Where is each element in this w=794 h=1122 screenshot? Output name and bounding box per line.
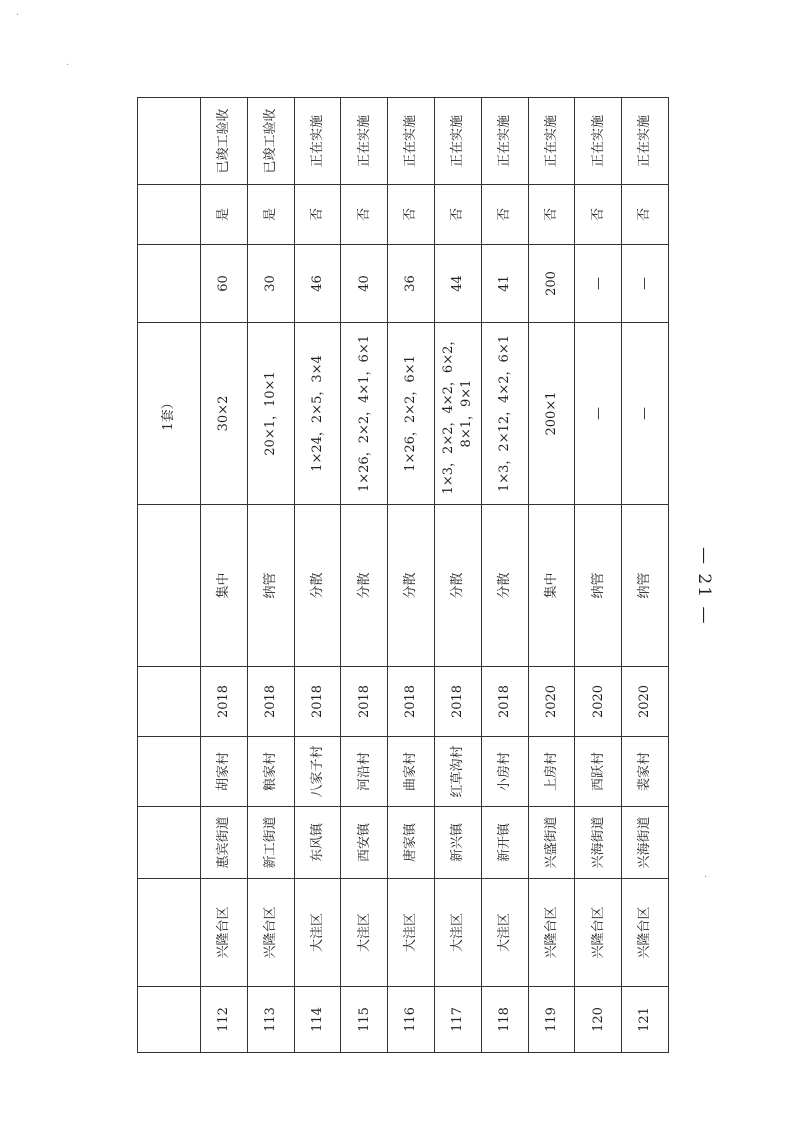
cell-blank bbox=[138, 807, 201, 879]
cell-blank bbox=[138, 505, 201, 667]
cell-blank bbox=[138, 879, 201, 987]
cell-status: 正在实施 bbox=[341, 98, 388, 185]
cell-mode: 分散 bbox=[388, 505, 435, 667]
cell-status: 正在实施 bbox=[575, 98, 622, 185]
cell-spec: 200×1 bbox=[528, 323, 575, 505]
cell-done: 否 bbox=[528, 185, 575, 245]
table-row bbox=[294, 98, 341, 1053]
cell-status: 正在实施 bbox=[622, 98, 669, 185]
cell-scale: 46 bbox=[294, 245, 341, 323]
continuation-text: 1套） bbox=[138, 323, 201, 505]
cell-town: 兴海街道 bbox=[622, 807, 669, 879]
cell-village: 胡家村 bbox=[201, 737, 248, 807]
cell-blank bbox=[138, 987, 201, 1053]
table-row bbox=[388, 98, 435, 1053]
cell-spec: 20×1，10×1 bbox=[247, 323, 294, 505]
cell-status: 正在实施 bbox=[528, 98, 575, 185]
cell-district: 大洼区 bbox=[388, 879, 435, 987]
cell-no: 116 bbox=[388, 987, 435, 1053]
cell-mode: 分散 bbox=[434, 505, 481, 667]
cell-district: 兴隆台区 bbox=[622, 879, 669, 987]
cell-no: 113 bbox=[247, 987, 294, 1053]
cell-done: 是 bbox=[201, 185, 248, 245]
scan-speck: · bbox=[66, 60, 70, 71]
cell-town: 新工街道 bbox=[247, 807, 294, 879]
cell-district: 兴隆台区 bbox=[528, 879, 575, 987]
cell-scale: 40 bbox=[341, 245, 388, 323]
cell-mode: 分散 bbox=[481, 505, 528, 667]
cell-scale: 44 bbox=[434, 245, 481, 323]
cell-done: 否 bbox=[294, 185, 341, 245]
cell-scale: 200 bbox=[528, 245, 575, 323]
cell-town: 兴盛街道 bbox=[528, 807, 575, 879]
cell-town: 惠宾街道 bbox=[201, 807, 248, 879]
cell-status: 正在实施 bbox=[294, 98, 341, 185]
cell-no: 119 bbox=[528, 987, 575, 1053]
cell-no: 120 bbox=[575, 987, 622, 1053]
cell-mode: 集中 bbox=[201, 505, 248, 667]
cell-district: 大洼区 bbox=[341, 879, 388, 987]
cell-year: 2020 bbox=[622, 667, 669, 737]
cell-village: 红草沟村 bbox=[434, 737, 481, 807]
table-row bbox=[341, 98, 388, 1053]
cell-town: 兴海街道 bbox=[575, 807, 622, 879]
cell-year: 2018 bbox=[388, 667, 435, 737]
cell-done: 否 bbox=[481, 185, 528, 245]
cell-spec: 30×2 bbox=[201, 323, 248, 505]
cell-spec: 1×26，2×2，6×1 bbox=[388, 323, 435, 505]
cell-scale: 30 bbox=[247, 245, 294, 323]
cell-status: 已竣工验收 bbox=[201, 98, 248, 185]
data-table bbox=[137, 97, 669, 1053]
cell-mode: 集中 bbox=[528, 505, 575, 667]
cell-village: 河沿村 bbox=[341, 737, 388, 807]
cell-town: 唐家镇 bbox=[388, 807, 435, 879]
cell-no: 117 bbox=[434, 987, 481, 1053]
cell-spec: — bbox=[575, 323, 622, 505]
cell-town: 新兴镇 bbox=[434, 807, 481, 879]
cell-village: 粮家村 bbox=[247, 737, 294, 807]
cell-village: 上房村 bbox=[528, 737, 575, 807]
table-row bbox=[247, 98, 294, 1053]
cell-town: 新开镇 bbox=[481, 807, 528, 879]
cell-district: 大洼区 bbox=[481, 879, 528, 987]
cell-district: 兴隆台区 bbox=[575, 879, 622, 987]
cell-village: 小房村 bbox=[481, 737, 528, 807]
cell-mode: 分散 bbox=[341, 505, 388, 667]
cell-done: 否 bbox=[575, 185, 622, 245]
cell-year: 2018 bbox=[481, 667, 528, 737]
cell-village: 八家子村 bbox=[294, 737, 341, 807]
cell-status: 正在实施 bbox=[481, 98, 528, 185]
cell-district: 大洼区 bbox=[434, 879, 481, 987]
cell-mode: 分散 bbox=[294, 505, 341, 667]
rotated-table-wrapper bbox=[137, 98, 657, 1053]
cell-status: 正在实施 bbox=[434, 98, 481, 185]
cell-no: 118 bbox=[481, 987, 528, 1053]
cell-year: 2018 bbox=[341, 667, 388, 737]
cell-done: 否 bbox=[388, 185, 435, 245]
cell-district: 兴隆台区 bbox=[247, 879, 294, 987]
cell-status: 正在实施 bbox=[388, 98, 435, 185]
cell-year: 2018 bbox=[434, 667, 481, 737]
cell-blank bbox=[138, 737, 201, 807]
cell-done: 否 bbox=[341, 185, 388, 245]
cell-year: 2018 bbox=[247, 667, 294, 737]
cell-year: 2018 bbox=[294, 667, 341, 737]
cell-blank bbox=[138, 667, 201, 737]
cell-village: 西跃村 bbox=[575, 737, 622, 807]
table-row bbox=[575, 98, 622, 1053]
cell-done: 否 bbox=[434, 185, 481, 245]
cell-done: 否 bbox=[622, 185, 669, 245]
cell-spec: 1×24，2×5，3×4 bbox=[294, 323, 341, 505]
cell-spec: 1×26，2×2，4×1，6×1 bbox=[341, 323, 388, 505]
cell-year: 2020 bbox=[575, 667, 622, 737]
scan-speck: · bbox=[704, 872, 708, 883]
cell-year: 2020 bbox=[528, 667, 575, 737]
cell-scale: 36 bbox=[388, 245, 435, 323]
table-row-continuation bbox=[138, 98, 201, 1053]
table-row bbox=[528, 98, 575, 1053]
cell-mode: 纳管 bbox=[575, 505, 622, 667]
cell-scale: 60 bbox=[201, 245, 248, 323]
cell-done: 是 bbox=[247, 185, 294, 245]
cell-scale: 41 bbox=[481, 245, 528, 323]
cell-scale: — bbox=[575, 245, 622, 323]
cell-district: 兴隆台区 bbox=[201, 879, 248, 987]
cell-district: 大洼区 bbox=[294, 879, 341, 987]
cell-blank bbox=[138, 185, 201, 245]
cell-no: 115 bbox=[341, 987, 388, 1053]
cell-blank bbox=[138, 98, 201, 185]
table-row bbox=[201, 98, 248, 1053]
cell-no: 121 bbox=[622, 987, 669, 1053]
cell-year: 2018 bbox=[201, 667, 248, 737]
table-row bbox=[622, 98, 669, 1053]
cell-spec: 1×3，2×2，4×2，6×2，8×1，9×1 bbox=[434, 323, 481, 505]
table-row bbox=[434, 98, 481, 1053]
page-number: — 21 — bbox=[694, 546, 714, 626]
scan-speck: · bbox=[16, 10, 20, 21]
cell-village: 裴家村 bbox=[622, 737, 669, 807]
cell-mode: 纳管 bbox=[247, 505, 294, 667]
cell-scale: — bbox=[622, 245, 669, 323]
table-row bbox=[481, 98, 528, 1053]
cell-spec: 1×3，2×12，4×2，6×1 bbox=[481, 323, 528, 505]
cell-village: 曲家村 bbox=[388, 737, 435, 807]
cell-blank bbox=[138, 245, 201, 323]
cell-status: 已竣工验收 bbox=[247, 98, 294, 185]
cell-town: 西安镇 bbox=[341, 807, 388, 879]
cell-spec: — bbox=[622, 323, 669, 505]
cell-no: 114 bbox=[294, 987, 341, 1053]
table-body bbox=[138, 98, 669, 1053]
cell-town: 东风镇 bbox=[294, 807, 341, 879]
cell-mode: 纳管 bbox=[622, 505, 669, 667]
cell-no: 112 bbox=[201, 987, 248, 1053]
